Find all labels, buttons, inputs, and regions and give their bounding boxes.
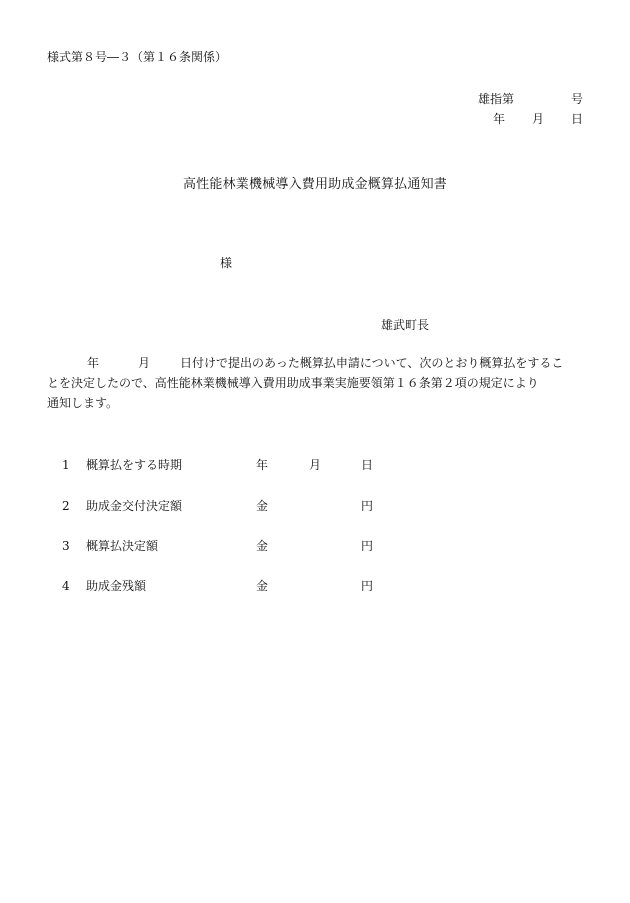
item-number: 1 [62,458,70,472]
body-year: 年 [87,356,100,370]
document-number-suffix: 号 [571,92,584,106]
item-row-3 [0,540,630,556]
sender-name: 雄武町長 [381,318,430,332]
body-month: 月 [138,356,151,370]
issue-date-month: 月 [532,112,545,126]
document-title: 高性能林業機械導入費用助成金概算払通知書 [182,177,447,192]
form-number: 様式第８号―３（第１６条関係） [47,50,228,64]
item-currency-unit: 円 [361,579,374,593]
notice-body [47,353,585,413]
item-number: 4 [62,579,70,593]
item-label: 概算払決定額 [86,539,159,553]
body-line-3: 通知します。 [47,396,119,410]
item-currency-unit: 円 [361,539,374,553]
body-line-2: とを決定したので、高性能林業機械導入費用助成事業実施要領第１６条第２項の規定により [47,376,539,390]
item-day-unit: 日 [361,458,374,472]
issue-date-year: 年 [493,112,506,126]
item-label: 助成金残額 [86,579,147,593]
item-row-1 [0,459,630,475]
item-amount-prefix: 金 [256,499,269,513]
item-label: 助成金交付決定額 [86,499,183,513]
item-number: 2 [62,499,70,513]
item-amount-prefix: 金 [256,579,269,593]
item-label: 概算払をする時期 [86,458,183,472]
item-row-2 [0,500,630,516]
issue-date-day: 日 [571,112,584,126]
body-line-1-text: 日付けで提出のあった概算払申請について、次のとおり概算払をするこ [180,356,564,370]
body-line-1 [47,353,585,373]
document-number-label: 雄指第 [478,92,515,106]
item-month-unit: 月 [309,458,322,472]
item-currency-unit: 円 [361,499,374,513]
item-amount-prefix: 金 [256,539,269,553]
item-year-unit: 年 [256,458,269,472]
item-number: 3 [62,539,70,553]
addressee-honorific: 様 [220,256,233,270]
item-row-4 [0,580,630,596]
